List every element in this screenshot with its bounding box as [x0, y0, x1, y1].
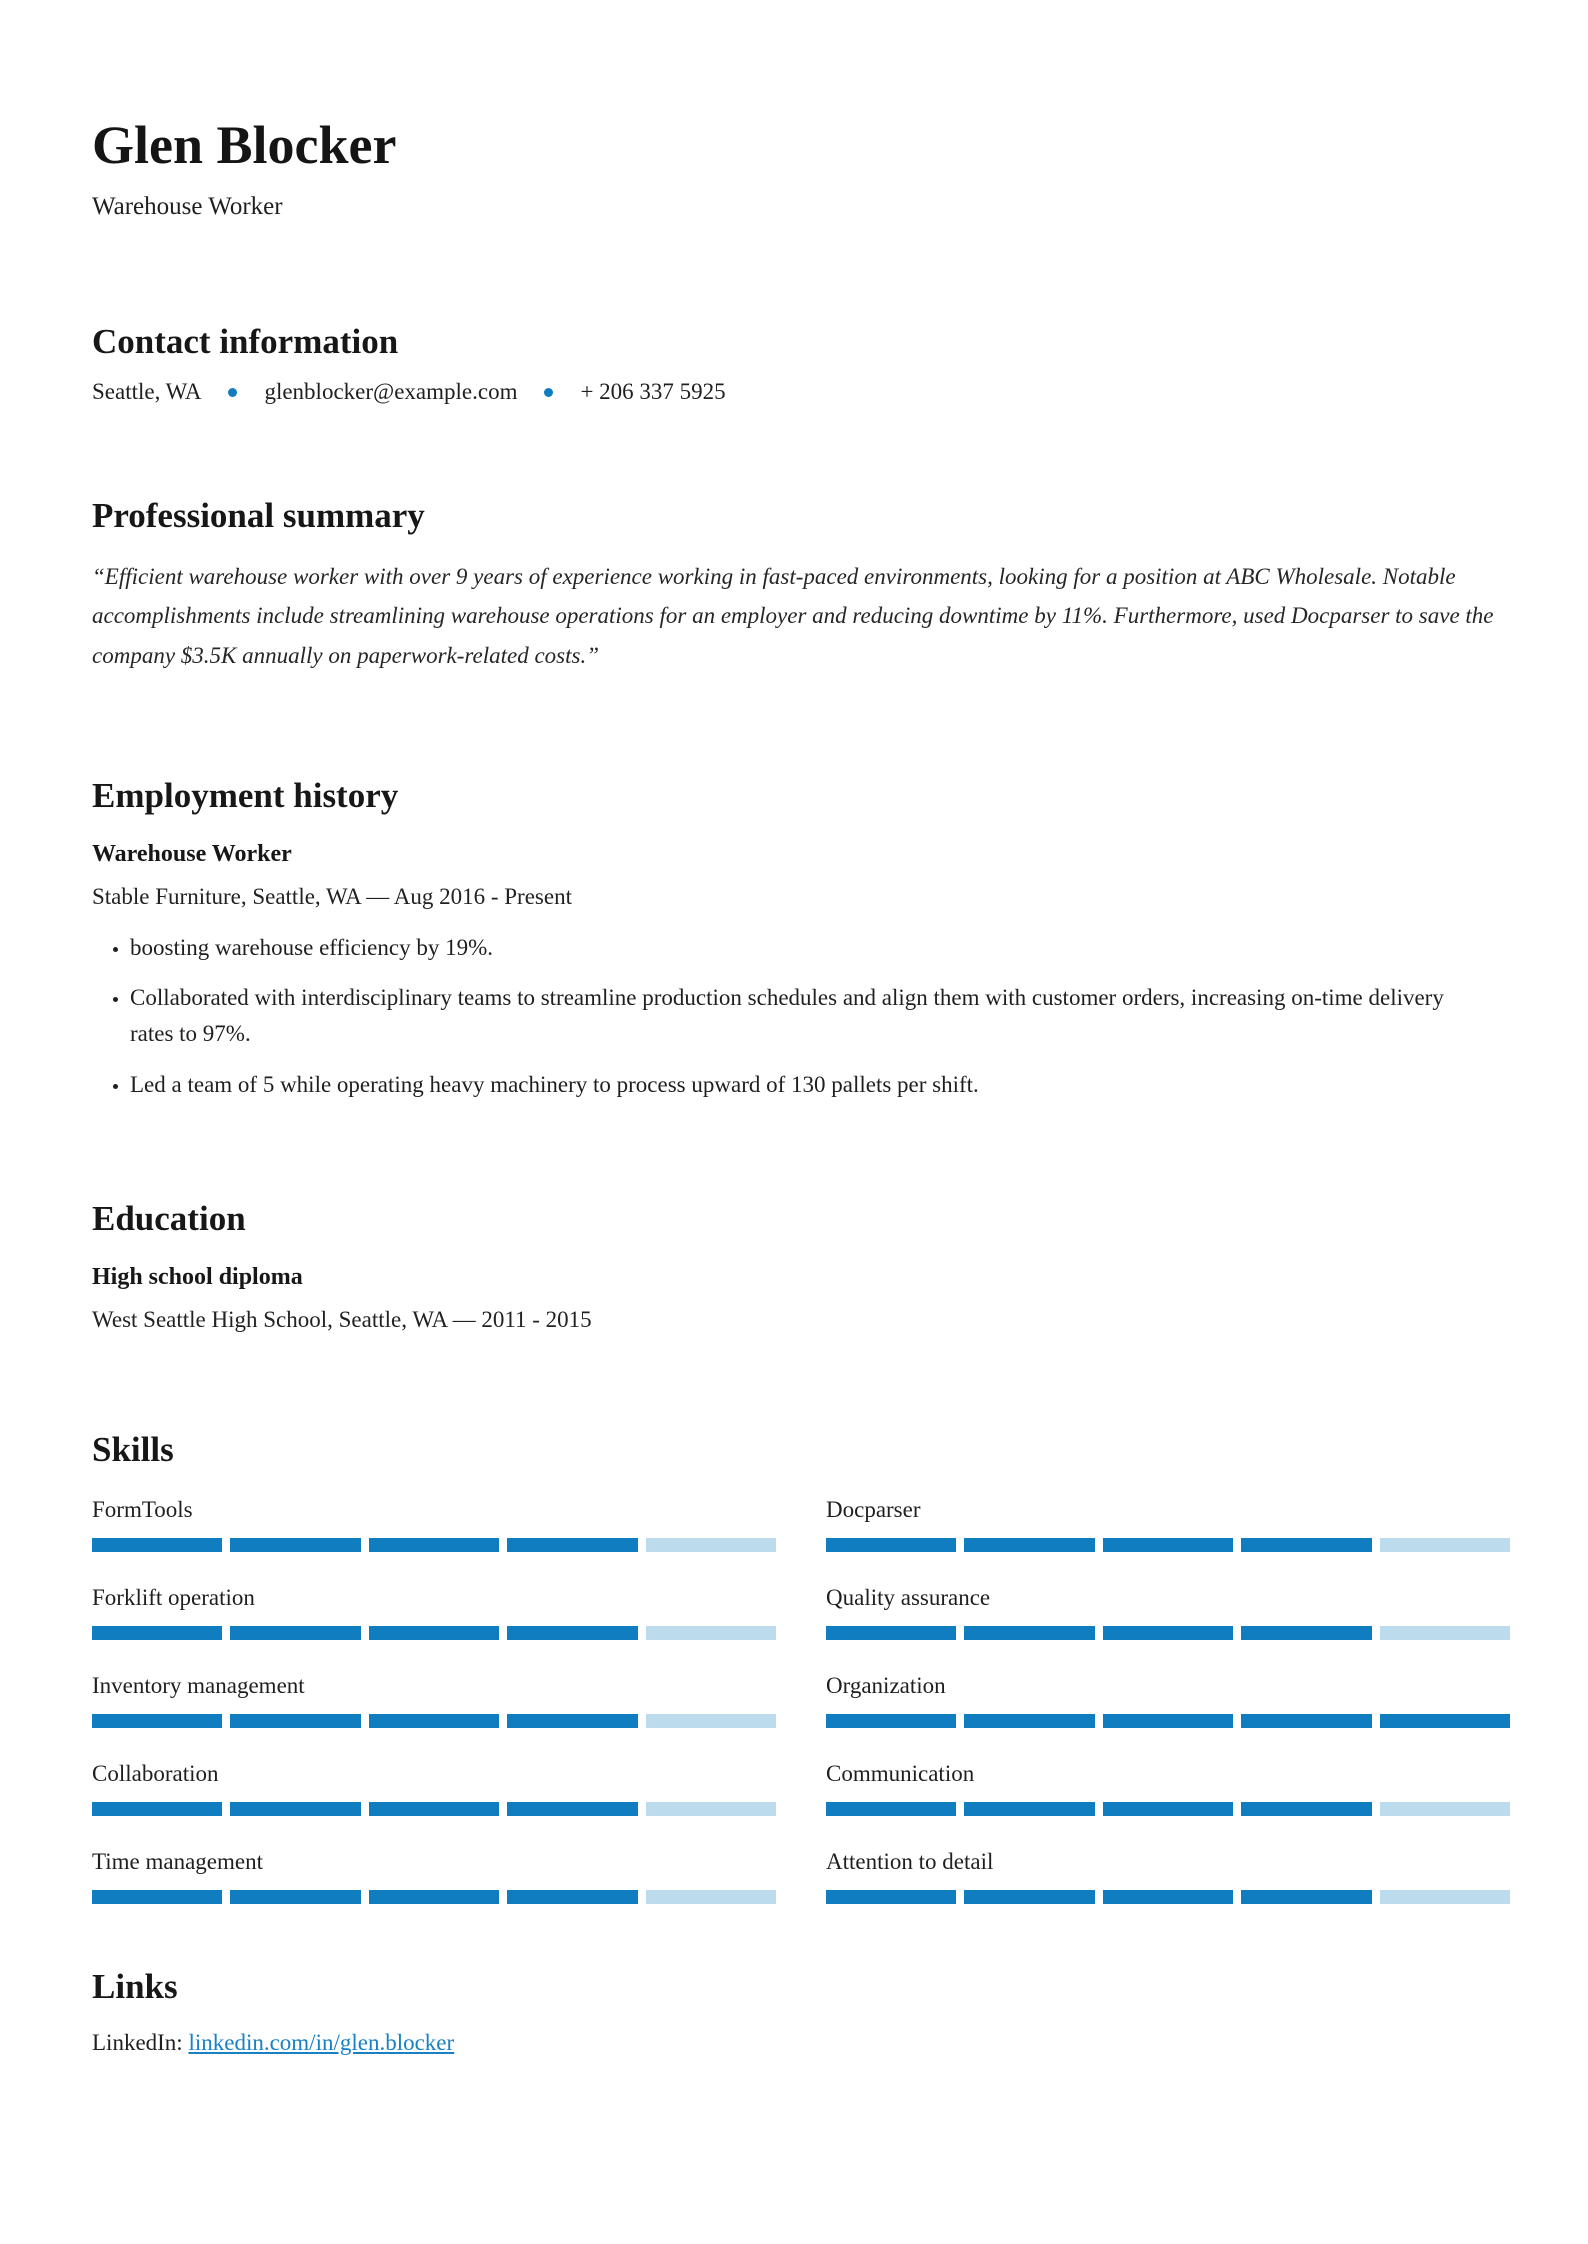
skill-segment-empty	[1380, 1890, 1510, 1904]
contact-item: + 206 337 5925	[580, 379, 726, 405]
skill-item	[92, 1673, 776, 1728]
skill-segment-filled	[826, 1626, 956, 1640]
skill-rating-bar	[92, 1802, 776, 1816]
skill-segment-filled	[369, 1626, 499, 1640]
skill-rating-bar	[92, 1626, 776, 1640]
contact-separator-dot-icon	[544, 388, 553, 397]
skill-segment-empty	[1380, 1538, 1510, 1552]
employment-job-title: Warehouse Worker	[92, 840, 292, 867]
skill-segment-filled	[826, 1802, 956, 1816]
skill-item	[826, 1849, 1510, 1904]
skill-item	[826, 1585, 1510, 1640]
summary-text: “Efficient warehouse worker with over 9 years of experience working in fast-paced environments, looking for a position at ABC Wholesale. Notable accomplishments include streamlining warehouse operations for an employer and reducing downtime by 11%. Furthermore, used Docparser to save the company $3.5K annually on paperwork-related costs.”	[92, 564, 1494, 668]
skill-segment-filled	[92, 1538, 222, 1552]
job-bullet: • Collaborated with interdisciplinary teams to streamline production schedules and align them with customer orders, increasing on-time delivery rates to 97%.	[130, 980, 1460, 1051]
skill-segment-empty	[646, 1538, 776, 1552]
skill-segment-empty	[1380, 1802, 1510, 1816]
skill-item	[92, 1585, 776, 1640]
linkedin-link[interactable]: linkedin.com/in/glen.blocker	[188, 2030, 455, 2056]
skill-item	[826, 1673, 1510, 1728]
skill-segment-filled	[92, 1626, 222, 1640]
skill-segment-filled	[1241, 1626, 1371, 1640]
skill-rating-bar	[826, 1626, 1510, 1640]
skill-segment-filled	[230, 1714, 360, 1728]
skill-name: Attention to detail	[826, 1849, 994, 1875]
job-bullets	[92, 930, 1510, 1103]
skill-segment-filled	[92, 1802, 222, 1816]
skill-name: Docparser	[826, 1497, 921, 1523]
skill-segment-empty	[646, 1714, 776, 1728]
job-bullet: • Led a team of 5 while operating heavy machinery to process upward of 130 pallets per shift.	[130, 1067, 1460, 1103]
skill-name: Forklift operation	[92, 1585, 255, 1611]
contact-item: Seattle, WA	[92, 379, 202, 405]
skill-name: Time management	[92, 1849, 263, 1875]
education-degree: High school diploma	[92, 1264, 303, 1291]
education-meta: West Seattle High School, Seattle, WA — 2011 - 2015	[92, 1307, 592, 1333]
skill-name: Quality assurance	[826, 1585, 991, 1611]
employment-entry	[92, 841, 1510, 1103]
skill-segment-empty	[1380, 1626, 1510, 1640]
skill-segment-filled	[1103, 1626, 1233, 1640]
skill-name: Inventory management	[92, 1673, 305, 1699]
skill-segment-filled	[1241, 1714, 1371, 1728]
skill-segment-filled	[826, 1890, 956, 1904]
skill-segment-filled	[230, 1538, 360, 1552]
skill-segment-filled	[826, 1538, 956, 1552]
skill-segment-empty	[646, 1890, 776, 1904]
skill-segment-filled	[1103, 1802, 1233, 1816]
skills-section-heading: Skills	[92, 1430, 174, 1470]
skill-rating-bar	[826, 1890, 1510, 1904]
employment-job-meta: Stable Furniture, Seattle, WA — Aug 2016 - Present	[92, 883, 572, 909]
skill-segment-filled	[507, 1538, 637, 1552]
skill-name: Communication	[826, 1761, 975, 1787]
skill-segment-filled	[1380, 1714, 1510, 1728]
skill-item	[92, 1497, 776, 1552]
skill-segment-filled	[507, 1626, 637, 1640]
skill-segment-filled	[964, 1626, 1094, 1640]
skill-rating-bar	[92, 1538, 776, 1552]
skills-grid	[92, 1497, 1510, 1904]
skill-segment-filled	[369, 1890, 499, 1904]
contact-item: glenblocker@example.com	[264, 379, 518, 405]
skill-segment-filled	[92, 1714, 222, 1728]
skill-segment-filled	[369, 1714, 499, 1728]
skill-segment-filled	[1103, 1714, 1233, 1728]
skill-segment-filled	[369, 1802, 499, 1816]
contact-line	[92, 379, 1510, 405]
person-job-title: Warehouse Worker	[92, 193, 283, 221]
skill-segment-filled	[1241, 1890, 1371, 1904]
job-bullet: • boosting warehouse efficiency by 19%.	[130, 930, 1460, 966]
skill-segment-filled	[230, 1626, 360, 1640]
skill-segment-filled	[964, 1890, 1094, 1904]
skill-segment-filled	[1103, 1890, 1233, 1904]
skill-segment-filled	[964, 1714, 1094, 1728]
skill-name: Collaboration	[92, 1761, 219, 1787]
contact-section-heading: Contact information	[92, 322, 399, 362]
skill-segment-filled	[507, 1802, 637, 1816]
skill-item	[826, 1761, 1510, 1816]
skill-segment-filled	[507, 1714, 637, 1728]
skill-item	[92, 1849, 776, 1904]
skill-rating-bar	[92, 1714, 776, 1728]
links-section-heading: Links	[92, 1967, 178, 2007]
skill-rating-bar	[92, 1890, 776, 1904]
link-line	[92, 2030, 1510, 2056]
skill-rating-bar	[826, 1714, 1510, 1728]
skill-rating-bar	[826, 1538, 1510, 1552]
skill-segment-filled	[964, 1802, 1094, 1816]
skill-segment-empty	[646, 1802, 776, 1816]
skill-item	[826, 1497, 1510, 1552]
link-label: LinkedIn:	[92, 2030, 183, 2056]
skill-segment-filled	[507, 1890, 637, 1904]
skill-segment-filled	[230, 1890, 360, 1904]
skill-segment-filled	[1103, 1538, 1233, 1552]
skill-segment-filled	[369, 1538, 499, 1552]
skill-segment-filled	[964, 1538, 1094, 1552]
skill-segment-filled	[826, 1714, 956, 1728]
skill-rating-bar	[826, 1802, 1510, 1816]
person-name: Glen Blocker	[92, 115, 397, 175]
skill-segment-filled	[1241, 1538, 1371, 1552]
skill-name: FormTools	[92, 1497, 193, 1523]
education-section-heading: Education	[92, 1199, 246, 1239]
skill-name: Organization	[826, 1673, 946, 1699]
education-entry	[92, 1264, 1510, 1333]
skill-segment-filled	[1241, 1802, 1371, 1816]
employment-section-heading: Employment history	[92, 775, 399, 815]
skill-segment-empty	[646, 1626, 776, 1640]
summary-section-heading: Professional summary	[92, 496, 425, 536]
skill-item	[92, 1761, 776, 1816]
contact-separator-dot-icon	[228, 388, 237, 397]
skill-segment-filled	[230, 1802, 360, 1816]
skill-segment-filled	[92, 1890, 222, 1904]
